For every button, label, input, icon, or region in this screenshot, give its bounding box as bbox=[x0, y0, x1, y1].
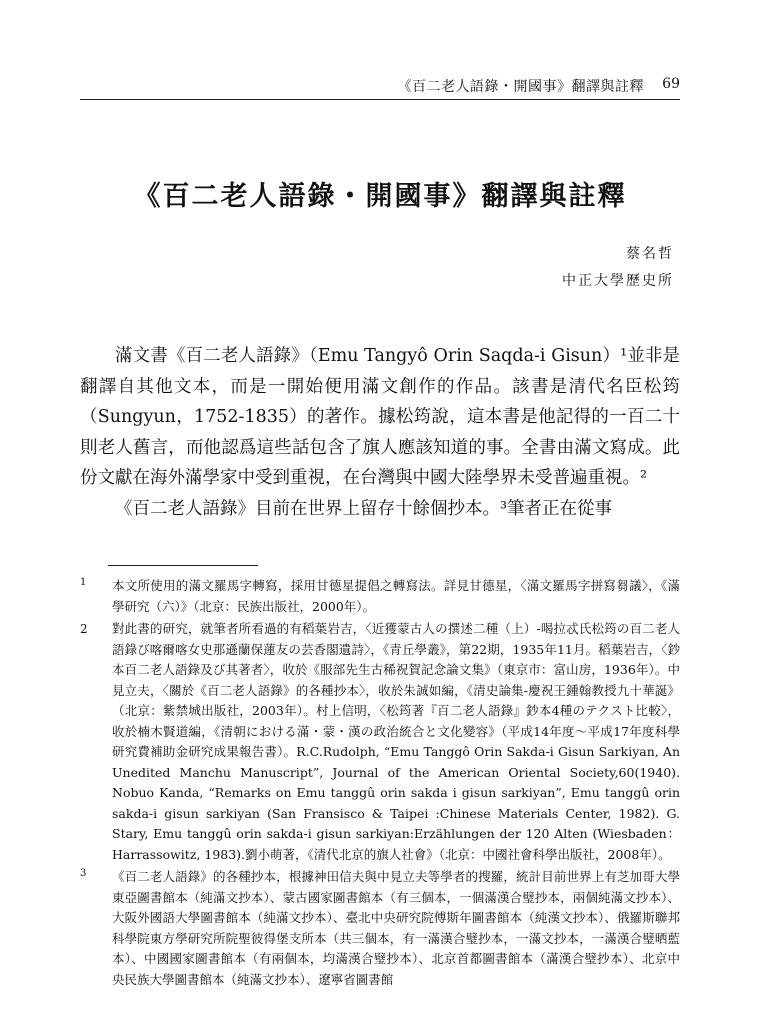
body-text bbox=[80, 341, 680, 525]
footnote bbox=[80, 576, 680, 617]
footnote-separator bbox=[108, 565, 258, 566]
footnote-text: 《百二老人語錄》的各種抄本，根據神田信夫與中見立夫等學者的搜羅，統計目前世界上有芝加哥大學東亞圖書館本（純滿文抄本）、蒙古國家圖書館本（有三個本，一個滿漢合璧抄本，兩個純滿文抄本）、大阪外國語大學圖書館本（純滿文抄本）、臺北中央研究院傅斯年圖書館本（純漢文抄本）、俄羅斯聯邦科學院東方學研究所院聖彼得堡支所本（共三個本，有一滿漢合璧抄本，一滿文抄本，一滿漢合璧晒藍本）、中國國家圖書館本（有兩個本，均滿漢合璧抄本）、北京首都圖書館本（滿漢合璧抄本）、北京中央民族大學圖書館本（純滿文抄本）、遼寧省圖書館 bbox=[112, 869, 680, 987]
body-paragraph: 滿文書《百二老人語錄》（Emu Tangyô Orin Saqda-i Gisun）¹並非是翻譯自其他文本，而是一開始便用滿文創作的作品。該書是清代名臣松筠（Sungyun，1752-1835）的著作。據松筠說，這本書是他記得的一百二十則老人舊言，而他認爲這些話包含了旗人應該知道的事。全書由滿文寫成。此份文獻在海外滿學家中受到重視，在台灣與中國大陸學界未受普遍重視。² bbox=[80, 346, 680, 489]
footnote bbox=[80, 867, 680, 990]
running-title: 《百二老人語錄・開國事》翻譯與註釋 bbox=[397, 79, 644, 95]
footnote-mark: 1 bbox=[80, 577, 87, 588]
author-affiliation: 中正大學歷史所 bbox=[562, 273, 674, 289]
page-number: 69 bbox=[662, 76, 680, 92]
footnote-text: 對此書的研究，就筆者所看過的有稻葉岩吉，〈近獲蒙古人の撰述二種（上）-喝拉忒氏松筠の百二老人語錄び喀爾喀女史那遜蘭保蓮友の芸香閣遺詩〉，《青丘學叢》，第22期，1935年11月。稻葉岩吉，〈鈔本百二老人語錄及び其著者〉，收於《服部先生古稀祝賀記念論文集》（東京市：富山房，1936年）。中見立夫，〈關於《百二老人語錄》的各種抄本〉，收於朱誠如編，《清史論集-慶祝王鍾翰教授九十華誕》（北京：紫禁城出版社，2003年）。村上信明，〈松筠著『百二老人語錄』鈔本4種のテクスト比較〉，收於楠木賢道編，《清朝における滿・蒙・漢の政治統合と文化變容》（平成14年度〜平成17年度科學研究費補助金研究成果報告書）。R.C.Rudolph, “Emu Tanggô Orin Sakda-i Gisun Sarkiyan, An Unedited Manchu Manuscript”, Journal of the American Oriental Society,60(1940). Nobuo Kanda, “Remarks on Emu tanggû orin sakda i gisun sarkiyan”, Emu tanggû orin sakda-i gisun sarkiyan (San Fransisco & Taipei :Chinese Materials Center, 1982). G. Stary, Emu tanggû orin sakda-i gisun sarkiyan:Erzählungen der 120 Alten (Wiesbaden：Harrassowitz, 1983).劉小萌著，《清代北京的旗人社會》（北京：中國社會科學出版社，2008年）。 bbox=[112, 621, 680, 862]
running-header bbox=[80, 74, 680, 100]
footnote-mark: 2 bbox=[80, 622, 88, 636]
footnote-mark: 3 bbox=[80, 868, 87, 879]
footnotes bbox=[80, 576, 680, 992]
footnote bbox=[80, 619, 680, 865]
author-name: 蔡名哲 bbox=[626, 246, 674, 262]
body-paragraph: 《百二老人語錄》目前在世界上留存十餘個抄本。³筆者正在從事 bbox=[115, 498, 613, 519]
article-title: 《百二老人語錄・開國事》翻譯與註釋 bbox=[133, 181, 627, 212]
header-rule bbox=[80, 99, 680, 100]
footnote-text: 本文所使用的滿文羅馬字轉寫，採用甘德星提倡之轉寫法。詳見甘德星，〈滿文羅馬字拼寫芻議〉，《滿學研究（六）》（北京：民族出版社，2000年）。 bbox=[112, 578, 680, 614]
